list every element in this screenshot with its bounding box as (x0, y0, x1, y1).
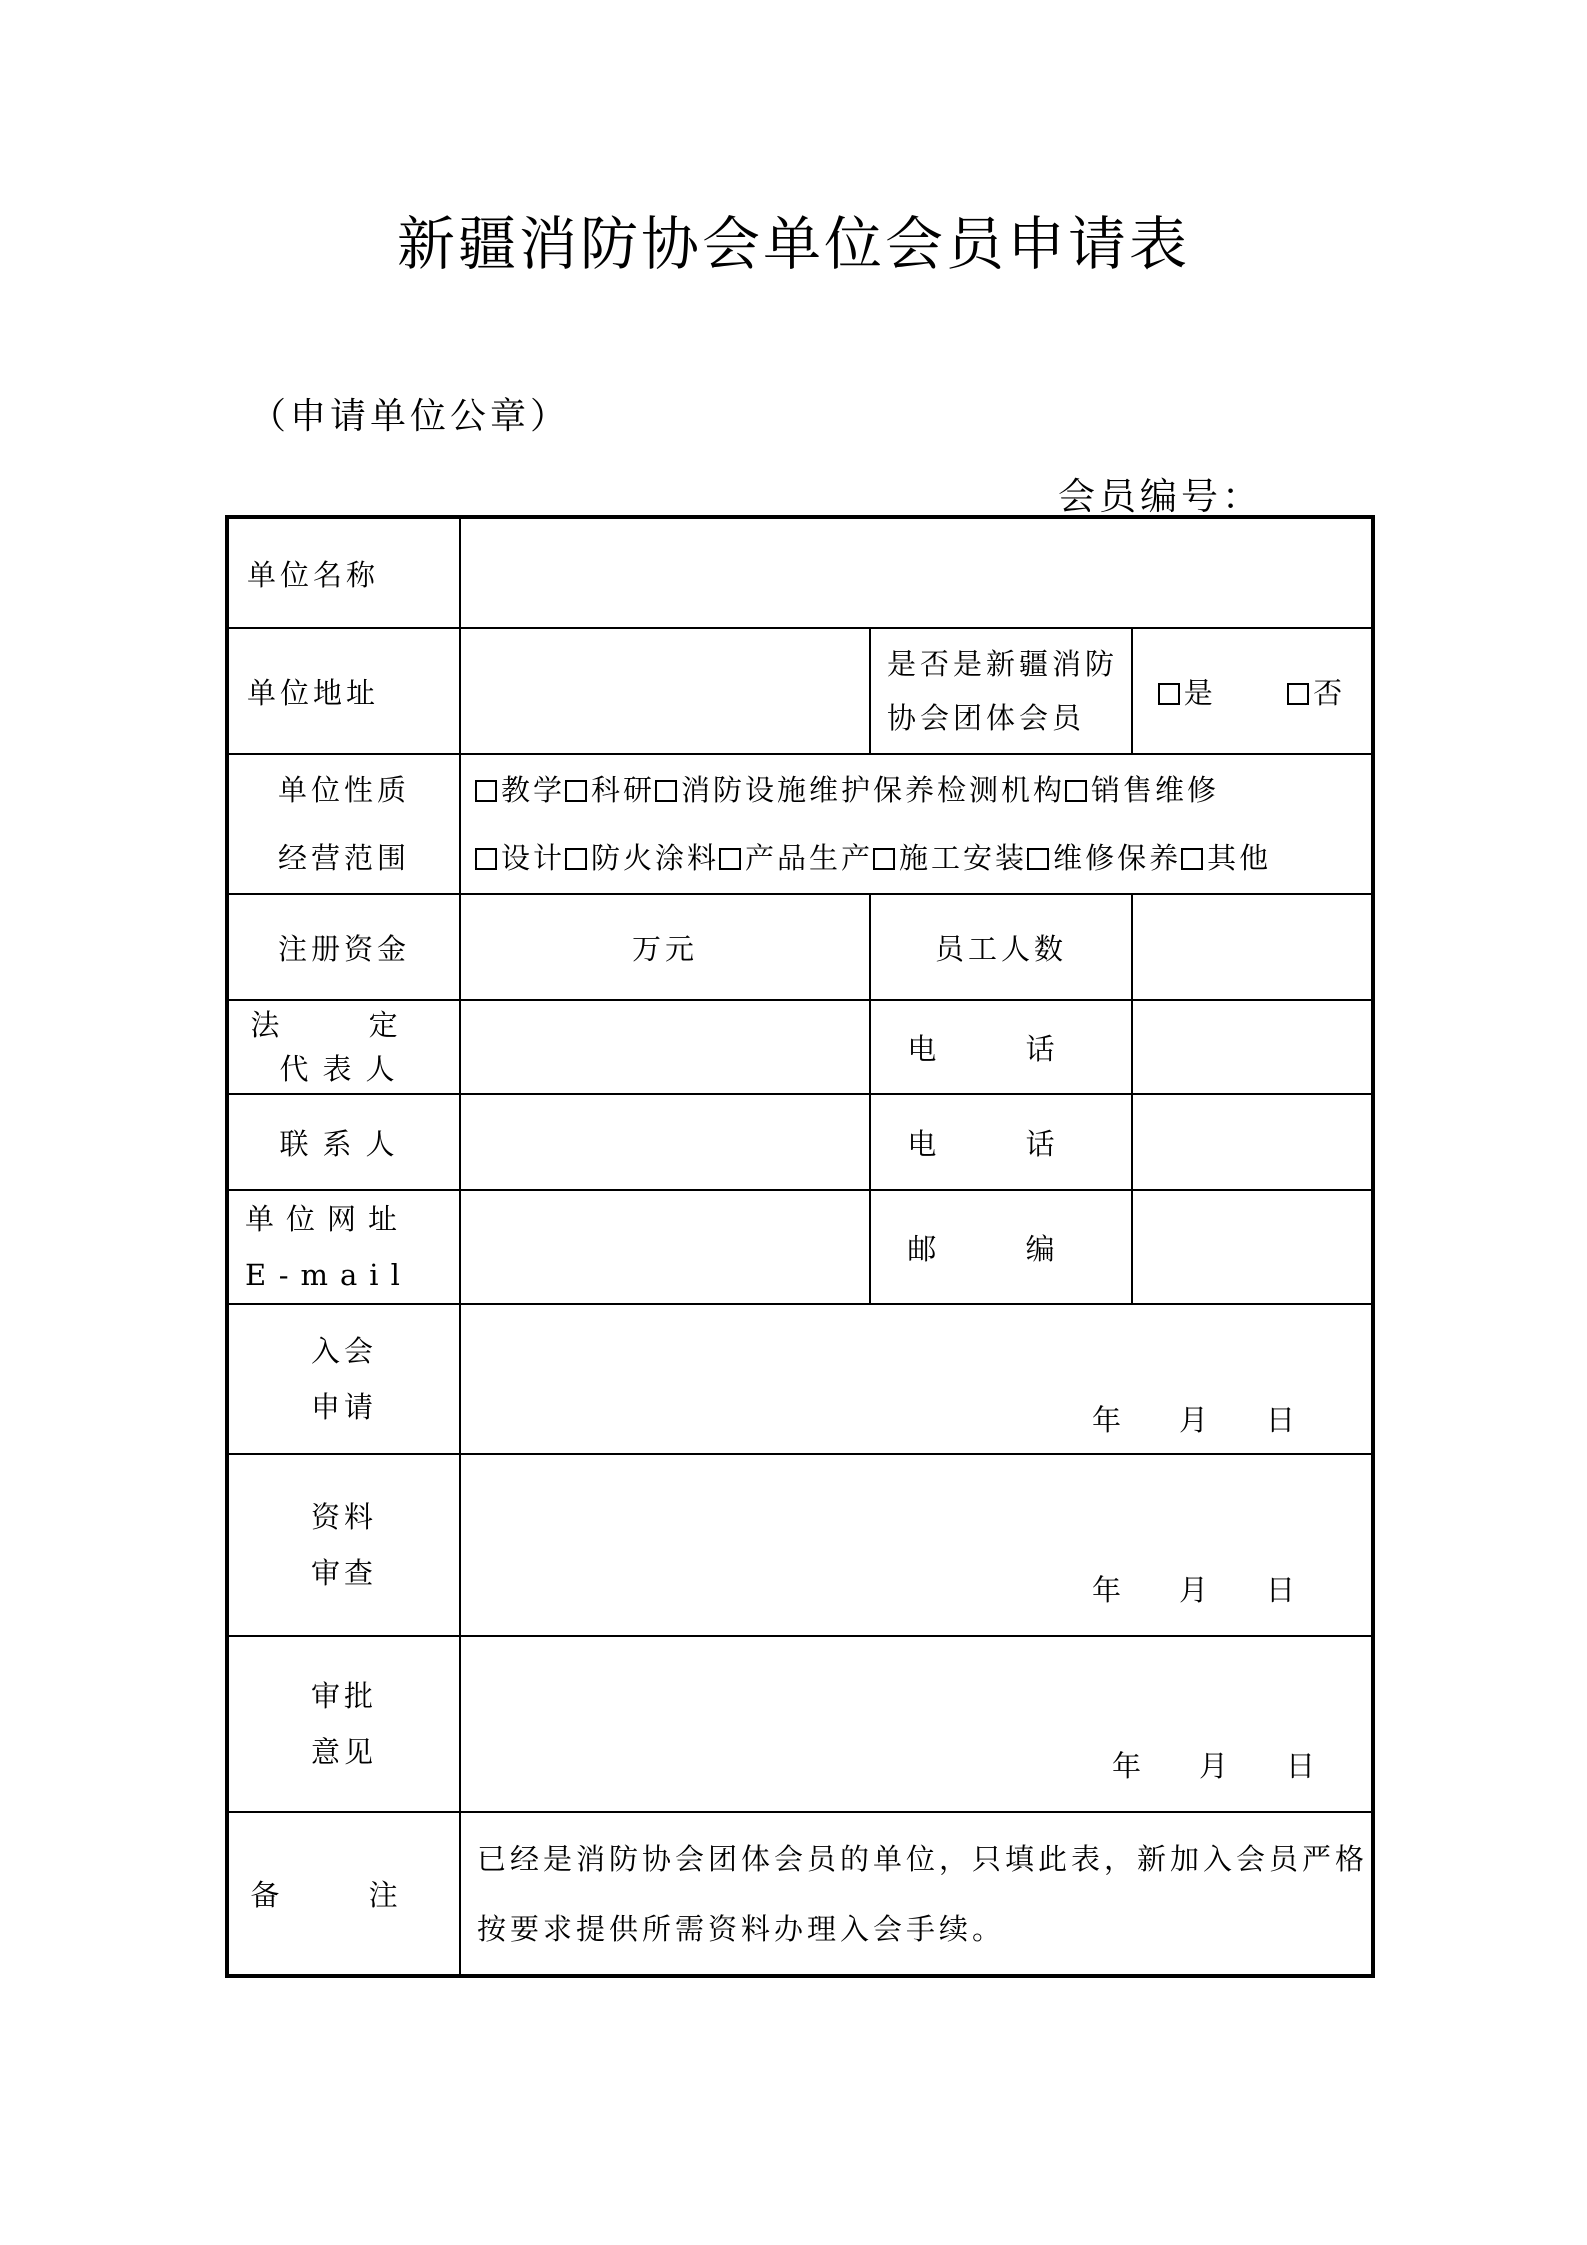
nature-scope-label (227, 754, 460, 894)
form-title: 新疆消防协会单位会员申请表 (396, 210, 1190, 278)
website-email-field[interactable] (460, 1190, 870, 1304)
approval-field[interactable] (460, 1636, 1373, 1812)
approval-label-line2: 意见 (310, 1735, 377, 1769)
group-member-question: 是否是新疆消防协会团体会员 (870, 628, 1132, 754)
option-installation: 施工安装 (899, 841, 1028, 875)
join-label-line2: 申请 (310, 1390, 377, 1424)
approval-month: 月 (1198, 1749, 1228, 1783)
seal-note: （申请单位公章） (250, 396, 571, 437)
review-label-line1: 资料 (310, 1500, 377, 1534)
option-design-checkbox[interactable] (475, 848, 497, 870)
nature-options (475, 756, 1371, 824)
review-label (227, 1454, 460, 1636)
approval-date (1112, 1744, 1315, 1785)
website-email-label: 单位网址 E-mail (227, 1190, 460, 1304)
nature-scope-options (460, 754, 1373, 894)
approval-label-line1: 审批 (310, 1679, 377, 1713)
option-research: 科研 (591, 773, 656, 807)
review-label-line2: 审查 (310, 1556, 377, 1590)
employee-count-label: 员工人数 (870, 894, 1132, 1000)
scope-label: 经营范围 (277, 841, 410, 875)
option-sales: 销售维修 (1091, 773, 1220, 807)
remarks-label: 备 注 (227, 1812, 460, 1976)
option-coating: 防火涂料 (591, 841, 720, 875)
row-document-review (227, 1454, 1373, 1636)
review-day: 日 (1265, 1573, 1295, 1607)
row-join-application (227, 1304, 1373, 1454)
option-installation-checkbox[interactable] (873, 848, 895, 870)
legal-rep-label (227, 1000, 460, 1094)
option-maintenance: 消防设施维护保养检测机构 (681, 773, 1066, 807)
remarks-text: 已经是消防协会团体会员的单位，只填此表，新加入会员严格按要求提供所需资料办理入会手续。 (460, 1812, 1373, 1976)
row-legal-rep (227, 1000, 1373, 1094)
option-teaching-checkbox[interactable] (475, 780, 497, 802)
row-contact (227, 1094, 1373, 1190)
application-form-table (225, 515, 1375, 1978)
document-review-field[interactable] (460, 1454, 1373, 1636)
join-label-line1: 入会 (310, 1334, 377, 1368)
row-remarks (227, 1812, 1373, 1976)
option-sales-checkbox[interactable] (1065, 780, 1087, 802)
option-design: 设计 (501, 841, 566, 875)
option-other-checkbox[interactable] (1181, 848, 1203, 870)
option-repair-checkbox[interactable] (1027, 848, 1049, 870)
yes-label: 是 (1183, 675, 1217, 710)
approval-day: 日 (1285, 1749, 1315, 1783)
review-date (1092, 1568, 1295, 1609)
review-month: 月 (1178, 1573, 1208, 1607)
option-repair: 维修保养 (1053, 841, 1182, 875)
legal-rep-label-line2: 代表人 (279, 1052, 409, 1086)
capital-field[interactable] (460, 894, 870, 1000)
option-maintenance-checkbox[interactable] (655, 780, 677, 802)
employee-count-field[interactable] (1132, 894, 1373, 1000)
postcode-field[interactable] (1132, 1190, 1373, 1304)
legal-rep-phone-label: 电 话 (870, 1000, 1132, 1094)
row-approval (227, 1636, 1373, 1812)
row-nature-scope (227, 754, 1373, 894)
row-unit-name (227, 517, 1373, 628)
review-year: 年 (1091, 1573, 1121, 1607)
approval-label (227, 1636, 460, 1812)
option-coating-checkbox[interactable] (565, 848, 587, 870)
nature-label: 单位性质 (277, 773, 410, 807)
row-website-email (227, 1190, 1373, 1304)
option-research-checkbox[interactable] (565, 780, 587, 802)
option-other: 其他 (1207, 841, 1272, 875)
contact-field[interactable] (460, 1094, 870, 1190)
join-application-field[interactable] (460, 1304, 1373, 1454)
unit-name-field[interactable] (460, 517, 1373, 628)
option-teaching: 教学 (501, 773, 566, 807)
join-day: 日 (1265, 1403, 1295, 1437)
group-member-choice (1132, 628, 1373, 754)
legal-rep-label-line1: 法 定 (250, 1008, 438, 1042)
join-month: 月 (1178, 1403, 1208, 1437)
legal-rep-phone-field[interactable] (1132, 1000, 1373, 1094)
capital-unit: 万元 (631, 931, 698, 966)
unit-address-label: 单位地址 (227, 628, 460, 754)
join-label (227, 1304, 460, 1454)
no-label: 否 (1313, 675, 1347, 710)
no-checkbox[interactable] (1287, 683, 1309, 705)
yes-checkbox[interactable] (1158, 683, 1180, 705)
contact-phone-label: 电 话 (870, 1094, 1132, 1190)
capital-label: 注册资金 (227, 894, 460, 1000)
option-production-checkbox[interactable] (719, 848, 741, 870)
contact-label: 联系人 (227, 1094, 460, 1190)
row-unit-address (227, 628, 1373, 754)
scope-options (475, 824, 1371, 892)
postcode-label: 邮 编 (870, 1190, 1132, 1304)
join-date (1092, 1398, 1295, 1439)
join-year: 年 (1091, 1403, 1121, 1437)
row-capital (227, 894, 1373, 1000)
member-number-label: 会员编号： (1058, 475, 1263, 518)
unit-name-label: 单位名称 (227, 517, 460, 628)
contact-phone-field[interactable] (1132, 1094, 1373, 1190)
option-production: 产品生产 (745, 841, 874, 875)
legal-rep-field[interactable] (460, 1000, 870, 1094)
approval-year: 年 (1111, 1749, 1141, 1783)
unit-address-field[interactable] (460, 628, 870, 754)
